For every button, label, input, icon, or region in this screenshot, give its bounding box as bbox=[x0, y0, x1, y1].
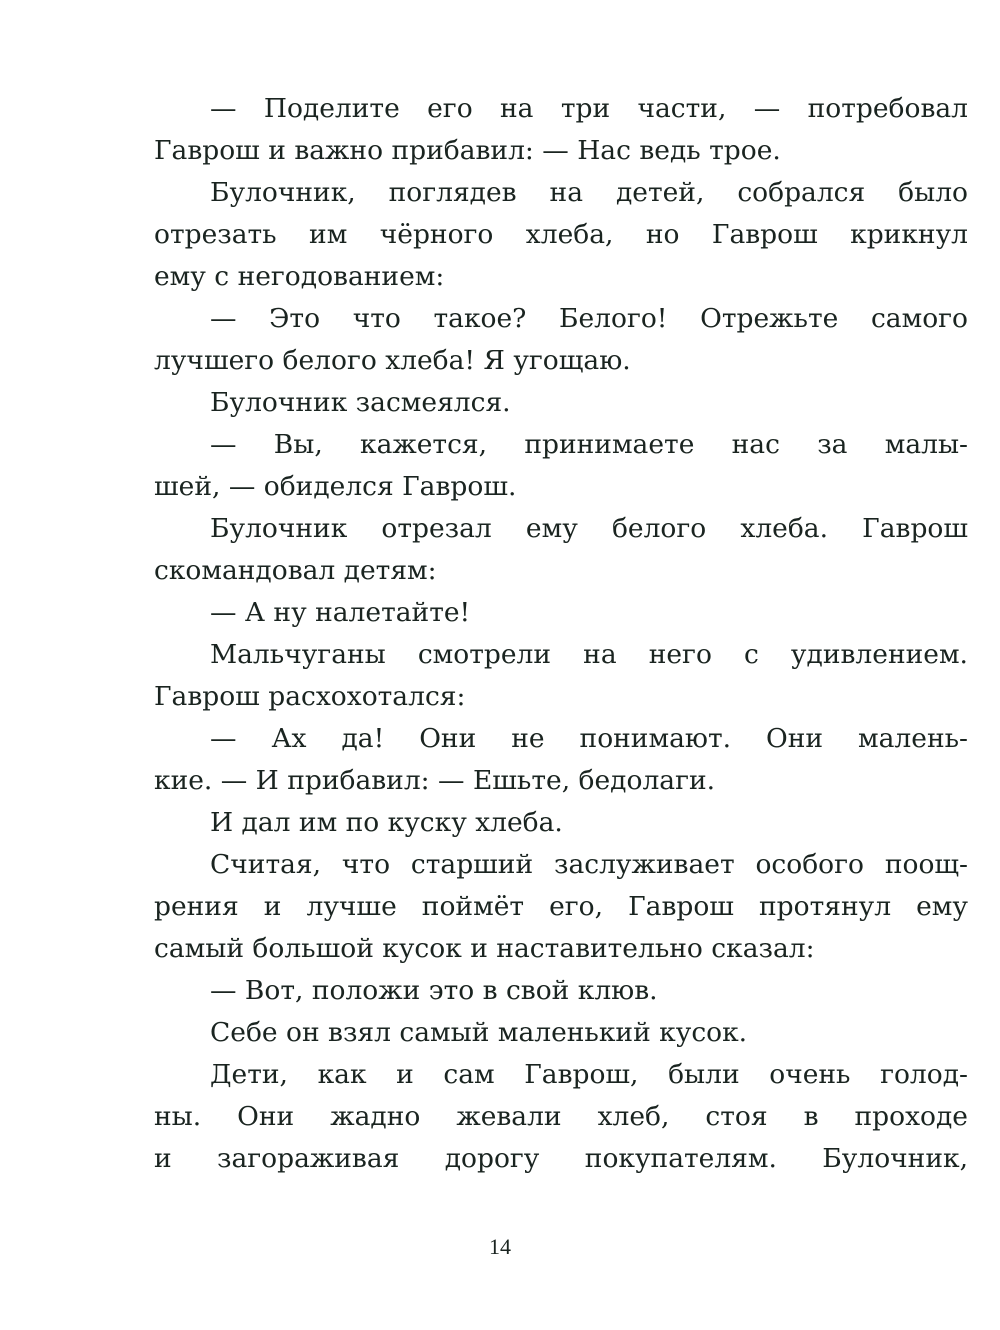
text-line: самый большой кусок и наставительно сказал: bbox=[154, 933, 815, 964]
text-line: — Ах да! Они не понимают. Они малень- bbox=[210, 723, 968, 754]
text-line: кие. — И прибавил: — Ешьте, бедолаги. bbox=[154, 765, 716, 796]
text-line: — А ну налетайте! bbox=[210, 597, 471, 628]
text-line: ему с негодованием: bbox=[154, 261, 445, 292]
text-line: Булочник, поглядев на детей, собрался было bbox=[210, 177, 968, 208]
page-text bbox=[154, 88, 968, 1180]
text-line: Булочник отрезал ему белого хлеба. Гаврош bbox=[210, 513, 968, 544]
text-line: отрезать им чёрного хлеба, но Гаврош крикнул bbox=[154, 219, 968, 250]
text-line: Мальчуганы смотрели на него с удивлением. bbox=[210, 639, 968, 670]
text-line: Себе он взял самый маленький кусок. bbox=[210, 1017, 748, 1048]
text-line: — Это что такое? Белого! Отрежьте самого bbox=[210, 303, 968, 334]
text-line: — Поделите его на три части, — потребовал bbox=[210, 93, 968, 124]
text-line: Гаврош и важно прибавил: — Нас ведь трое. bbox=[154, 135, 781, 166]
text-line: Булочник засмеялся. bbox=[210, 387, 511, 418]
text-line: — Вы, кажется, принимаете нас за малы- bbox=[210, 429, 968, 460]
text-line: Гаврош расхохотался: bbox=[154, 681, 466, 712]
text-line: и загораживая дорогу покупателям. Булочник, bbox=[154, 1143, 968, 1174]
text-line: шей, — обиделся Гаврош. bbox=[154, 471, 517, 502]
text-line: скомандовал детям: bbox=[154, 555, 437, 586]
text-line: Считая, что старший заслуживает особого поощ- bbox=[210, 849, 968, 880]
page-number: 14 bbox=[489, 1234, 511, 1259]
text-line: ны. Они жадно жевали хлеб, стоя в проходе bbox=[154, 1101, 968, 1132]
text-line: И дал им по куску хлеба. bbox=[210, 807, 563, 838]
text-line: Дети, как и сам Гаврош, были очень голод- bbox=[210, 1059, 968, 1090]
text-line: — Вот, положи это в свой клюв. bbox=[210, 975, 658, 1006]
text-line: рения и лучше поймёт его, Гаврош протянул ему bbox=[154, 891, 968, 922]
text-line: лучшего белого хлеба! Я угощаю. bbox=[154, 345, 631, 376]
